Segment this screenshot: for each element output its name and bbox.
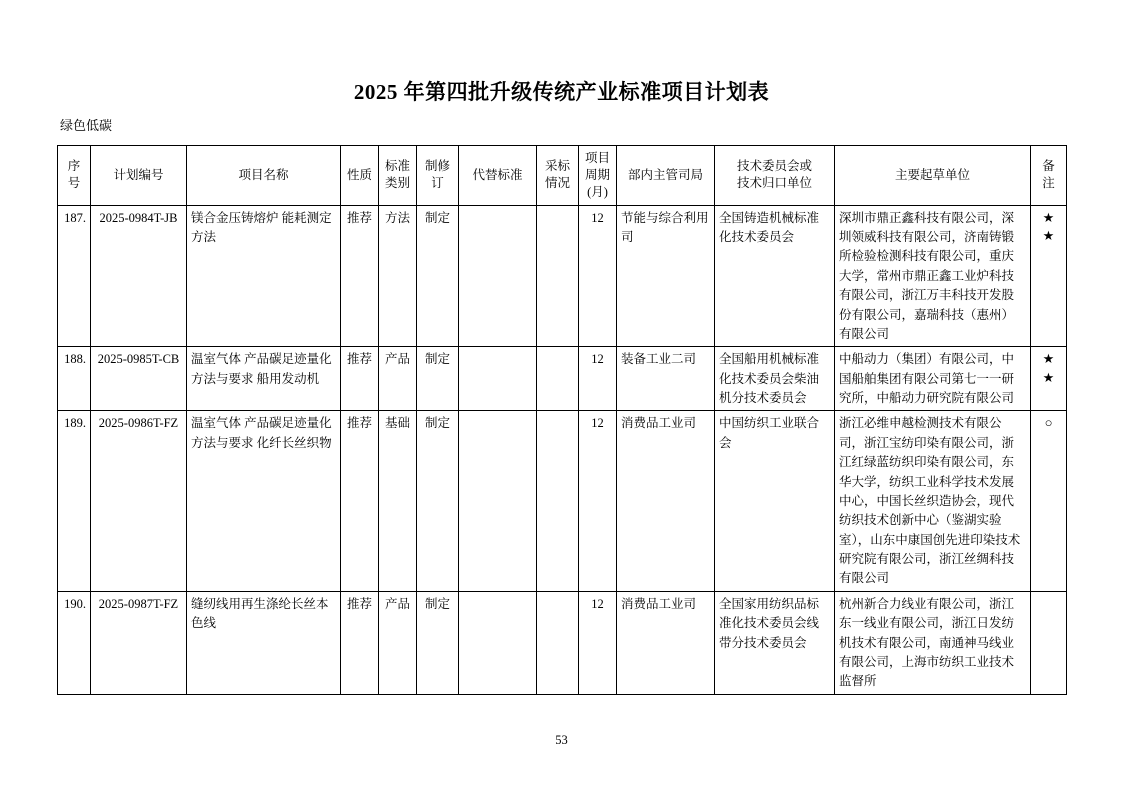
cell-drafters: 杭州新合力线业有限公司，浙江东一线业有限公司，浙江日发纺机技术有限公司，南通神马线业有限公司，上海市纺织工业技术监督所 bbox=[835, 591, 1031, 694]
column-header-period bbox=[579, 146, 617, 206]
column-header-seq-line1: 序 bbox=[67, 159, 81, 174]
column-header-seq-line2: 号 bbox=[67, 176, 81, 191]
cell-nature: 推荐 bbox=[341, 411, 379, 591]
cell-code: 2025-0986T-FZ bbox=[91, 411, 187, 591]
cell-revision: 制定 bbox=[417, 205, 459, 347]
cell-name: 温室气体 产品碳足迹量化方法与要求 化纤长丝织物 bbox=[187, 411, 341, 591]
cell-note bbox=[1031, 411, 1067, 591]
cell-seq: 188. bbox=[58, 347, 91, 411]
star-icon: ★ bbox=[1042, 209, 1055, 225]
star-icon: ★ bbox=[1042, 370, 1055, 386]
cell-revision: 制定 bbox=[417, 347, 459, 411]
cell-tc: 中国纺织工业联合会 bbox=[715, 411, 835, 591]
cell-code: 2025-0984T-JB bbox=[91, 205, 187, 347]
column-header-tc-line2: 技术归口单位 bbox=[736, 176, 812, 191]
page-title: 2025 年第四批升级传统产业标准项目计划表 bbox=[353, 80, 770, 104]
column-header-department: 部内主管司局 bbox=[617, 146, 715, 206]
cell-replaced bbox=[459, 347, 537, 411]
column-header-name: 项目名称 bbox=[187, 146, 341, 206]
column-header-period-line3: (月) bbox=[587, 184, 608, 199]
column-header-period-line2: 周期 bbox=[584, 167, 610, 182]
column-header-revision-line1: 制修 bbox=[424, 159, 450, 174]
column-header-nature: 性质 bbox=[341, 146, 379, 206]
cell-department: 节能与综合利用司 bbox=[617, 205, 715, 347]
column-header-adoption-line1: 采标 bbox=[544, 159, 570, 174]
cell-tc: 全国船用机械标准化技术委员会柴油机分技术委员会 bbox=[715, 347, 835, 411]
cell-replaced bbox=[459, 411, 537, 591]
cell-note bbox=[1031, 591, 1067, 694]
table-body bbox=[58, 205, 1067, 694]
page-number: 53 bbox=[555, 733, 568, 747]
cell-adoption bbox=[537, 205, 579, 347]
column-header-category bbox=[379, 146, 417, 206]
cell-category: 产品 bbox=[379, 591, 417, 694]
column-header-revision bbox=[417, 146, 459, 206]
cell-tc: 全国铸造机械标准化技术委员会 bbox=[715, 205, 835, 347]
column-header-drafters: 主要起草单位 bbox=[835, 146, 1031, 206]
cell-nature: 推荐 bbox=[341, 591, 379, 694]
circle-icon: ○ bbox=[1044, 415, 1053, 431]
cell-department: 消费品工业司 bbox=[617, 591, 715, 694]
cell-seq: 190. bbox=[58, 591, 91, 694]
cell-name: 缝纫线用再生涤纶长丝本色线 bbox=[187, 591, 341, 694]
cell-code: 2025-0985T-CB bbox=[91, 347, 187, 411]
column-header-note-line1: 备 bbox=[1042, 159, 1055, 174]
cell-tc: 全国家用纺织品标准化技术委员会线带分技术委员会 bbox=[715, 591, 835, 694]
table-row bbox=[58, 411, 1067, 591]
cell-period: 12 bbox=[579, 205, 617, 347]
cell-code: 2025-0987T-FZ bbox=[91, 591, 187, 694]
column-header-seq bbox=[58, 146, 91, 206]
cell-drafters: 中船动力（集团）有限公司，中国船舶集团有限公司第七一一研究所，中船动力研究院有限公司 bbox=[835, 347, 1031, 411]
cell-adoption bbox=[537, 591, 579, 694]
cell-category: 产品 bbox=[379, 347, 417, 411]
cell-adoption bbox=[537, 411, 579, 591]
cell-adoption bbox=[537, 347, 579, 411]
standards-plan-table bbox=[57, 145, 1067, 695]
cell-replaced bbox=[459, 591, 537, 694]
cell-drafters: 浙江必维申越检测技术有限公司，浙江宝纺印染有限公司，浙江红绿蓝纺织印染有限公司，东华大学，纺织工业科学技术发展中心，中国长丝织造协会，现代纺织技术创新中心（鉴湖实验室），山东中康国创先进印染技术研究院有限公司，浙江丝绸科技有限公司 bbox=[835, 411, 1031, 591]
column-header-note-line2: 注 bbox=[1042, 176, 1055, 191]
cell-period: 12 bbox=[579, 347, 617, 411]
cell-category: 方法 bbox=[379, 205, 417, 347]
cell-note bbox=[1031, 205, 1067, 347]
column-header-code: 计划编号 bbox=[91, 146, 187, 206]
cell-seq: 187. bbox=[58, 205, 91, 347]
cell-department: 装备工业二司 bbox=[617, 347, 715, 411]
cell-category: 基础 bbox=[379, 411, 417, 591]
star-icon: ★ bbox=[1042, 351, 1055, 367]
table-row bbox=[58, 347, 1067, 411]
cell-seq: 189. bbox=[58, 411, 91, 591]
table-row bbox=[58, 205, 1067, 347]
cell-nature: 推荐 bbox=[341, 205, 379, 347]
cell-nature: 推荐 bbox=[341, 347, 379, 411]
column-header-note bbox=[1031, 146, 1067, 206]
cell-period: 12 bbox=[579, 591, 617, 694]
cell-note bbox=[1031, 347, 1067, 411]
table-header-row bbox=[58, 146, 1067, 206]
section-label: 绿色低碳 bbox=[60, 118, 113, 133]
column-header-revision-line2: 订 bbox=[431, 176, 444, 191]
cell-name: 镁合金压铸熔炉 能耗测定方法 bbox=[187, 205, 341, 347]
column-header-tc bbox=[715, 146, 835, 206]
cell-drafters: 深圳市鼎正鑫科技有限公司，深圳领威科技有限公司，济南铸锻所检验检测科技有限公司，重庆大学，常州市鼎正鑫工业炉科技有限公司，浙江万丰科技开发股份有限公司，嘉瑞科技（惠州）有限公司 bbox=[835, 205, 1031, 347]
column-header-adoption bbox=[537, 146, 579, 206]
column-header-category-line2: 类别 bbox=[384, 176, 410, 191]
column-header-category-line1: 标准 bbox=[384, 159, 410, 174]
cell-revision: 制定 bbox=[417, 591, 459, 694]
column-header-replaced: 代替标准 bbox=[459, 146, 537, 206]
star-icon: ★ bbox=[1042, 228, 1055, 244]
column-header-period-line1: 项目 bbox=[584, 151, 610, 165]
cell-period: 12 bbox=[579, 411, 617, 591]
table-row bbox=[58, 591, 1067, 694]
cell-replaced bbox=[459, 205, 537, 347]
cell-revision: 制定 bbox=[417, 411, 459, 591]
cell-name: 温室气体 产品碳足迹量化方法与要求 船用发动机 bbox=[187, 347, 341, 411]
column-header-adoption-line2: 情况 bbox=[544, 176, 570, 191]
cell-department: 消费品工业司 bbox=[617, 411, 715, 591]
column-header-tc-line1: 技术委员会或 bbox=[736, 159, 812, 174]
